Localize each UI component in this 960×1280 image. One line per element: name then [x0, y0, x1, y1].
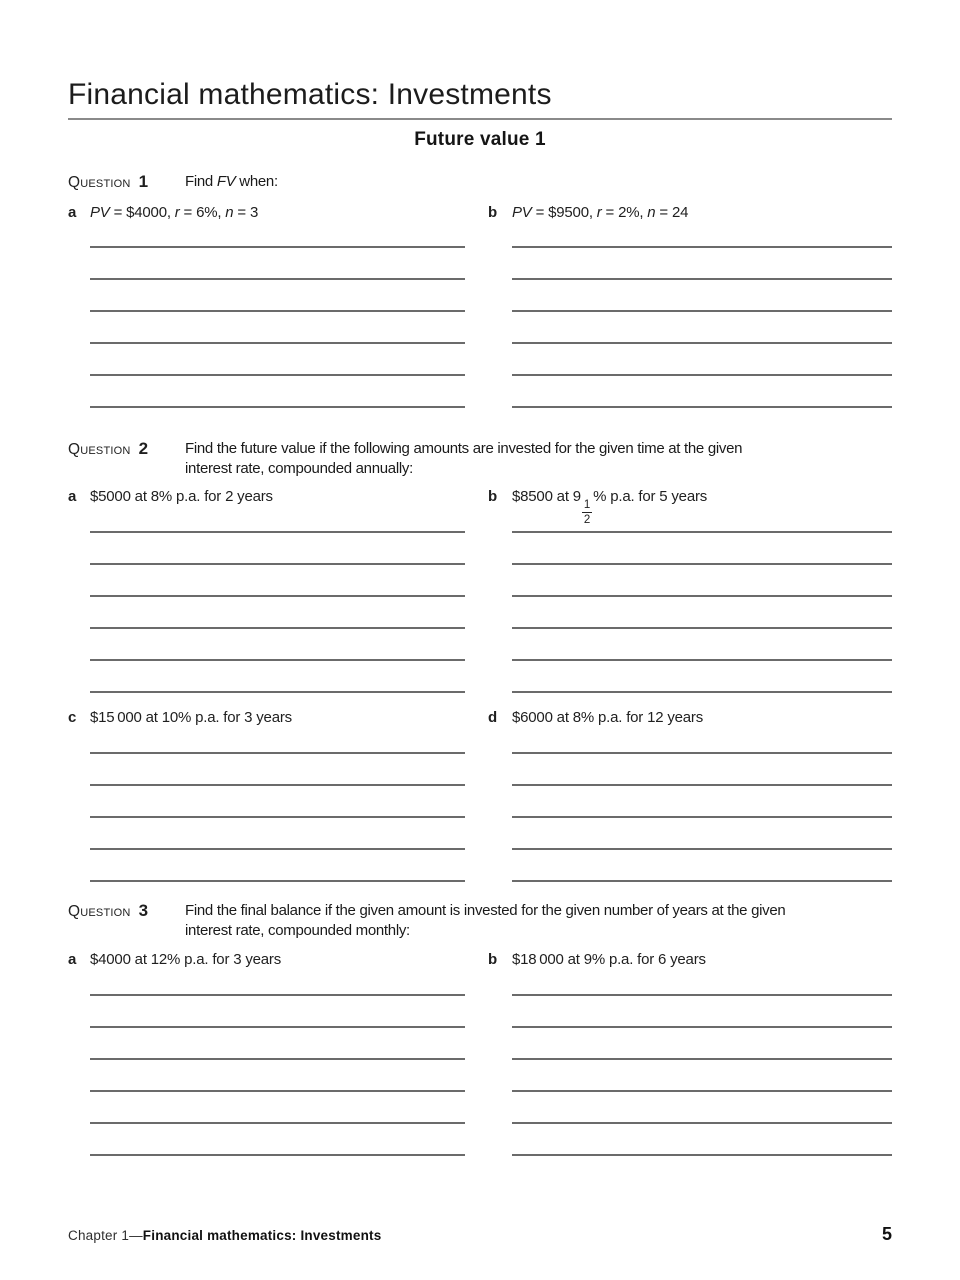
text-segment: = $9500, — [531, 204, 597, 221]
page-footer — [68, 1224, 892, 1245]
part-text: $15 000 at 10% p.a. for 3 years — [90, 709, 292, 726]
question-number: 3 — [138, 901, 149, 920]
question-2-prompt — [185, 439, 892, 479]
question-1-answer-area — [68, 216, 892, 408]
answer-line — [512, 533, 892, 565]
answer-line — [512, 280, 892, 312]
page-number: 5 — [881, 1224, 892, 1244]
answer-line — [90, 1028, 465, 1060]
text-segment: r — [174, 204, 180, 221]
answer-lines-d — [512, 722, 892, 882]
part-letter: b — [488, 951, 498, 968]
answer-line — [512, 1092, 892, 1124]
part-letter: c — [68, 709, 77, 726]
text-segment: when: — [235, 173, 278, 190]
text-segment: n — [225, 204, 234, 221]
answer-line — [512, 216, 892, 248]
question-2-parts-cd-section — [68, 708, 892, 882]
answer-lines-c — [90, 722, 465, 882]
text-segment: $8500 at 9 — [512, 488, 581, 505]
answer-line — [90, 216, 465, 248]
part-text: $4000 at 12% p.a. for 3 years — [90, 951, 281, 968]
question-1-header — [68, 172, 892, 193]
text-segment: FV — [216, 173, 236, 190]
answer-line — [512, 818, 892, 850]
text-segment: % p.a. for 5 years — [593, 488, 708, 505]
text-segment: n — [647, 204, 656, 221]
text-segment: r — [596, 204, 602, 221]
fraction-numerator: 1 — [582, 499, 592, 513]
footer-chapter — [68, 1228, 381, 1243]
answer-line — [512, 964, 892, 996]
answer-lines-b — [512, 216, 892, 408]
answer-line — [512, 850, 892, 882]
text-segment: = 3 — [233, 204, 259, 221]
part-text: $5000 at 8% p.a. for 2 years — [90, 488, 273, 505]
part-letter: a — [68, 951, 77, 968]
answer-line — [90, 850, 465, 882]
answer-line — [512, 1060, 892, 1092]
answer-line — [90, 629, 465, 661]
answer-line — [512, 661, 892, 693]
footer-chapter-prefix: Chapter 1— — [68, 1228, 143, 1243]
answer-line — [90, 312, 465, 344]
answer-line — [90, 786, 465, 818]
answer-lines-a — [90, 216, 465, 408]
question-3 — [68, 901, 892, 1156]
answer-line — [90, 1092, 465, 1124]
answer-line — [90, 1124, 465, 1156]
answer-line — [512, 376, 892, 408]
answer-line — [90, 818, 465, 850]
prompt-line: interest rate, compounded monthly: — [185, 922, 410, 939]
page-title: Financial mathematics: Investments — [68, 78, 552, 111]
question-1-label — [68, 172, 185, 193]
answer-line — [90, 661, 465, 693]
answer-line — [512, 565, 892, 597]
question-2-label — [68, 439, 185, 479]
question-number: 1 — [138, 172, 149, 191]
part-text: $18 000 at 9% p.a. for 6 years — [512, 951, 706, 968]
question-3-header — [68, 901, 892, 941]
answer-line — [90, 597, 465, 629]
answer-lines-b — [512, 501, 892, 693]
title-rule — [68, 118, 892, 120]
text-segment: = 24 — [655, 204, 689, 221]
answer-line — [512, 501, 892, 533]
answer-line — [90, 565, 465, 597]
answer-line — [512, 722, 892, 754]
answer-lines-b — [512, 964, 892, 1156]
question-2 — [68, 439, 892, 693]
part-text: $6000 at 8% p.a. for 12 years — [512, 709, 703, 726]
answer-line — [90, 280, 465, 312]
question-3-prompt — [185, 901, 892, 941]
question-number: 2 — [138, 439, 149, 458]
question-2-answer-area-cd — [68, 722, 892, 882]
answer-line — [512, 312, 892, 344]
answer-line — [90, 964, 465, 996]
answer-lines-a — [90, 501, 465, 693]
question-2-header — [68, 439, 892, 479]
question-word: Question — [68, 903, 131, 920]
answer-lines-a — [90, 964, 465, 1156]
answer-line — [90, 1060, 465, 1092]
text-segment: PV — [90, 204, 110, 221]
section-subtitle: Future value 1 — [414, 129, 546, 150]
answer-line — [90, 344, 465, 376]
text-segment: = 6%, — [179, 204, 226, 221]
part-letter: a — [68, 488, 77, 505]
answer-line — [512, 597, 892, 629]
part-letter: d — [488, 709, 498, 726]
prompt-line: interest rate, compounded annually: — [185, 460, 413, 477]
text-segment: Find — [185, 173, 217, 190]
question-1 — [68, 172, 892, 408]
answer-line — [90, 754, 465, 786]
question-2-answer-area-ab — [68, 501, 892, 693]
answer-line — [512, 1124, 892, 1156]
text-segment: = $4000, — [109, 204, 175, 221]
answer-line — [512, 629, 892, 661]
answer-line — [90, 501, 465, 533]
part-letter: a — [68, 204, 77, 221]
question-1-prompt — [185, 172, 892, 193]
answer-line — [512, 786, 892, 818]
question-3-answer-area — [68, 964, 892, 1156]
question-word: Question — [68, 174, 131, 191]
answer-line — [90, 996, 465, 1028]
answer-line — [512, 248, 892, 280]
text-segment: PV — [512, 204, 532, 221]
answer-line — [90, 248, 465, 280]
answer-line — [512, 1028, 892, 1060]
answer-line — [512, 344, 892, 376]
answer-line — [90, 376, 465, 408]
part-letter: b — [488, 204, 498, 221]
footer-chapter-title: Financial mathematics: Investments — [142, 1228, 382, 1243]
fraction-denominator: 2 — [583, 514, 591, 527]
answer-line — [90, 722, 465, 754]
text-segment: = 2%, — [601, 204, 648, 221]
answer-line — [90, 533, 465, 565]
question-word: Question — [68, 441, 131, 458]
question-3-label — [68, 901, 185, 941]
part-letter: b — [488, 488, 498, 505]
answer-line — [512, 754, 892, 786]
prompt-line: Find the future value if the following amounts are invested for the given time at the given — [185, 440, 743, 457]
prompt-line: Find the final balance if the given amount is invested for the given number of years at the given — [185, 902, 786, 919]
answer-line — [512, 996, 892, 1028]
page-header — [68, 80, 892, 151]
